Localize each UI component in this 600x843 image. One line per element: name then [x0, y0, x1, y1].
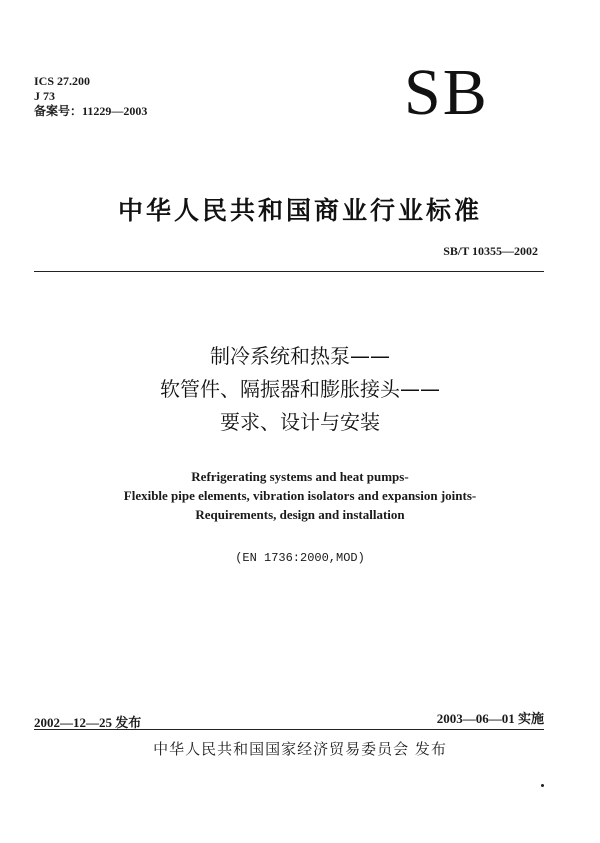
print-speck	[541, 784, 544, 787]
record-number: 备案号：11229—2003	[34, 104, 148, 118]
bottom-divider	[34, 729, 544, 730]
publisher: 中华人民共和国国家经济贸易委员会 发布	[153, 740, 447, 758]
issue-date: 2002—12—25 发布	[34, 715, 142, 730]
ics-code: ICS 27.200	[34, 74, 91, 88]
implementation-date: 2003—06—01 实施	[436, 711, 544, 726]
english-title-line-2: Flexible pipe elements, vibration isolators and expansion joints-	[123, 488, 477, 503]
english-title	[0, 467, 600, 524]
ccs-code: J 73	[34, 89, 55, 103]
chinese-title-line-2: 软管件、隔振器和膨胀接头——	[160, 377, 440, 401]
standard-code: SB/T 10355—2002	[443, 244, 538, 258]
standard-category-title: 中华人民共和国商业行业标准	[117, 196, 482, 225]
chinese-title	[0, 340, 600, 439]
english-title-line-1: Refrigerating systems and heat pumps-	[191, 469, 409, 484]
classification-block	[34, 74, 147, 119]
chinese-title-line-3: 要求、设计与安装	[220, 410, 380, 434]
adoption-note: (EN 1736:2000,MOD)	[235, 551, 365, 565]
english-title-line-3: Requirements, design and installation	[195, 507, 405, 522]
chinese-title-line-1: 制冷系统和热泵——	[210, 344, 390, 368]
top-divider	[34, 271, 544, 272]
sb-logo: SB	[404, 56, 489, 129]
